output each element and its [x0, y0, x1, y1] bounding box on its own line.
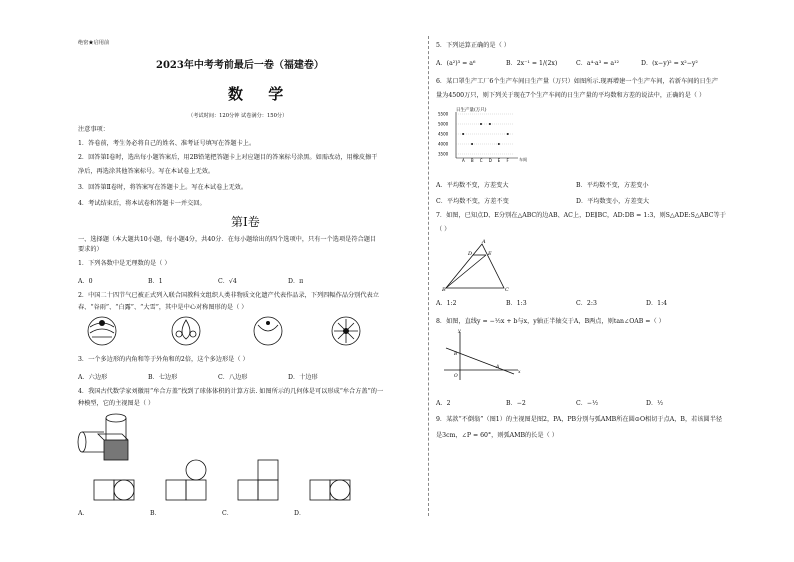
- q2-solar-term-figures: [78, 315, 418, 349]
- q8-option-d: D．½: [646, 400, 664, 407]
- note-1: 1．答卷前，考生务必将自己的姓名、准考证号填写在答题卡上。: [78, 140, 256, 147]
- note-3: 3．回答第Ⅱ卷时，将答案写在答题卡上。写在本试卷上无效。: [78, 184, 248, 191]
- chart-y-tick-label: 4500: [438, 131, 449, 137]
- q6-option-b: B．平均数不变，方差变小: [576, 182, 649, 189]
- q4-option-c: C．: [222, 510, 233, 517]
- chart-point: [489, 123, 491, 125]
- q7-triangle-figure: [442, 240, 512, 292]
- svg-text:A: A: [482, 239, 486, 245]
- section-intro-cont: 要求的）: [78, 246, 103, 253]
- q4-solid-model: [78, 410, 138, 466]
- chart-x-tick-label: C: [479, 158, 483, 163]
- q3-stem: 3．一个多边形的内角和等于外角和的2倍，这个多边形是（ ）: [78, 356, 249, 363]
- q6-stem: 6．某口罩生产工厂6个生产车间日生产量（万只）如图所示.现再增建一个生产车间，若新车间的日生产: [436, 78, 719, 85]
- guyu-figure: [172, 317, 200, 345]
- q3-option-a: A．六边形: [78, 374, 108, 381]
- q6-option-a: A．平均数不变，方差变大: [436, 182, 509, 189]
- svg-text:A: A: [496, 365, 500, 370]
- q6-option-d: D．平均数变小，方差变大: [576, 198, 650, 205]
- chart-title: 日生产量(万只): [456, 108, 487, 113]
- section-intro: 一、选择题（本大题共10小题，每小题4分，共40分．在每小题给出的四个选项中，只有一个选项是符合题目: [78, 236, 377, 243]
- q5-stem: 5．下列运算正确的是（ ）: [436, 42, 510, 49]
- q2-stem: 2．中国二十四节气已被正式列入联合国教科文组织人类非物质文化遗产代表作品录，下列四幅作品分别代表立: [78, 292, 379, 299]
- q9-stem-cont: 是3cm，∠P = 60°，则弧AMB的长是（ ）: [436, 432, 558, 439]
- svg-text:B: B: [442, 287, 446, 293]
- q4-options-figures: [88, 474, 428, 504]
- bailu-figure: [254, 317, 282, 345]
- chart-x-tick-label: F: [506, 158, 509, 163]
- chart-y-tick-label: 3500: [438, 151, 449, 157]
- daxue-figure: [332, 317, 360, 345]
- svg-text:O: O: [454, 374, 458, 379]
- q5-option-c: C．a⁴·a³ = a¹²: [576, 60, 619, 67]
- exam-title: 2023年中考考前最后一卷（福建卷）: [156, 60, 324, 71]
- q8-option-c: C．−½: [576, 400, 599, 407]
- section-title: 第Ⅰ卷: [231, 215, 260, 229]
- chart-point: [462, 133, 464, 135]
- notes-title: 注意事项：: [78, 126, 109, 133]
- q4-d-figure: [310, 480, 350, 500]
- x-axis-label: 车间: [519, 157, 527, 162]
- q4-stem-cont: 种模型，它的主视图是（ ）: [78, 400, 155, 407]
- q7-option-c: C．2:3: [576, 300, 597, 307]
- q4-a-figure: [94, 480, 134, 500]
- chart-y-tick-label: 4000: [438, 141, 449, 147]
- q8-option-a: A．2: [436, 400, 451, 407]
- svg-text:x: x: [518, 370, 521, 375]
- q4-option-d: D．: [294, 510, 306, 517]
- q5-option-a: A．(a²)³ = a⁶: [436, 60, 476, 67]
- svg-text:B: B: [454, 352, 458, 357]
- subject-title: 数 学: [228, 85, 294, 103]
- note-2: 2．回答第Ⅰ卷时，选出每小题答案后，用2B铅笔把答题卡上对应题目的答案标号涂黑。如需改动，用橡皮擦干: [78, 154, 378, 161]
- svg-text:D: D: [468, 251, 473, 257]
- q4-option-b: B．: [150, 510, 161, 517]
- chart-point: [507, 133, 509, 135]
- svg-text:E: E: [488, 251, 492, 257]
- q8-line-graph: [442, 330, 522, 382]
- chart-x-tick-label: B: [470, 158, 474, 163]
- chart-y-tick-label: 5500: [438, 111, 449, 117]
- q4-stem: 4．我国古代数学家刘徽用“牟合方盖”找到了球体体积的计算方法. 如图所示的几何体是可以形成“牟合方盖”的一: [78, 388, 384, 395]
- secret-label: 绝密★启用前: [78, 40, 110, 46]
- exam-info: （考试时间：120分钟 试卷满分：150分）: [188, 113, 288, 119]
- q8-option-b: B．−2: [506, 400, 526, 407]
- q1-option-c: C．√4: [218, 278, 237, 285]
- q7-option-b: B．1:3: [506, 300, 527, 307]
- chart-point: [471, 143, 473, 145]
- q1-option-a: A．0: [78, 278, 93, 285]
- q7-option-a: A．1:2: [436, 300, 457, 307]
- q6-option-c: C．平均数不变，方差不变: [436, 198, 509, 205]
- note-4: 4．考试结束后，将本试卷和答题卡一并交回。: [78, 200, 206, 207]
- q5-option-d: D．(x−y)² = x²−y²: [641, 60, 698, 67]
- q1-stem: 1．下列各数中是无理数的是（ ）: [78, 260, 171, 267]
- chart-x-tick-label: A: [461, 158, 465, 163]
- q4-c-figure: [238, 460, 278, 500]
- q4-b-figure: [166, 460, 206, 500]
- q1-option-d: D．π: [288, 278, 304, 285]
- chart-point: [480, 123, 482, 125]
- q6-stem-cont: 量为4500万只，则下列关于现在7个生产车间的日生产量的平均数和方差的说法中，正确的是（ ）: [436, 92, 706, 99]
- q7-stem: 7．如图，已知点D、E分别在△ABC的边AB、AC上，DE∥BC，AD:DB = 1:3，则S△ADE:S△ABC等于: [436, 212, 726, 219]
- q3-option-c: C．八边形: [218, 374, 248, 381]
- chart-y-tick-label: 5000: [438, 121, 449, 127]
- q8-stem: 8．如图，直线y = −½x + b与x，y轴正半轴交于A，B两点，则tan∠OAB =（ ）: [436, 318, 665, 325]
- q9-stem: 9．某款“不倒翁”（图1）的主视图是图2，PA，PB分别与弧AMB所在圆⊙O相切于点A，B，若该圆半径: [436, 416, 723, 423]
- q7-option-d: D．1:4: [646, 300, 668, 307]
- column-divider: [428, 36, 429, 516]
- q6-scatter-chart: [436, 104, 526, 166]
- q3-option-b: B．七边形: [148, 374, 178, 381]
- q1-option-b: B．1: [148, 278, 163, 285]
- q3-option-d: D．十边形: [288, 374, 318, 381]
- chart-point: [498, 143, 500, 145]
- q4-option-a: A．: [78, 510, 89, 517]
- q2-stem-cont: 春、“谷雨”、“白露”、“大雪”，其中是中心对称图形的是（ ）: [78, 304, 248, 311]
- note-2-cont: 净后，再选涂其他答案标号。写在本试卷上无效。: [78, 168, 215, 175]
- lichun-figure: [88, 317, 116, 345]
- chart-x-tick-label: E: [497, 158, 501, 163]
- q5-option-b: B．2x⁻¹ = 1/(2x): [506, 60, 558, 67]
- svg-text:C: C: [505, 287, 509, 293]
- svg-text:y: y: [458, 329, 461, 334]
- chart-x-tick-label: D: [488, 158, 492, 163]
- q7-stem-cont: （ ）: [436, 226, 451, 233]
